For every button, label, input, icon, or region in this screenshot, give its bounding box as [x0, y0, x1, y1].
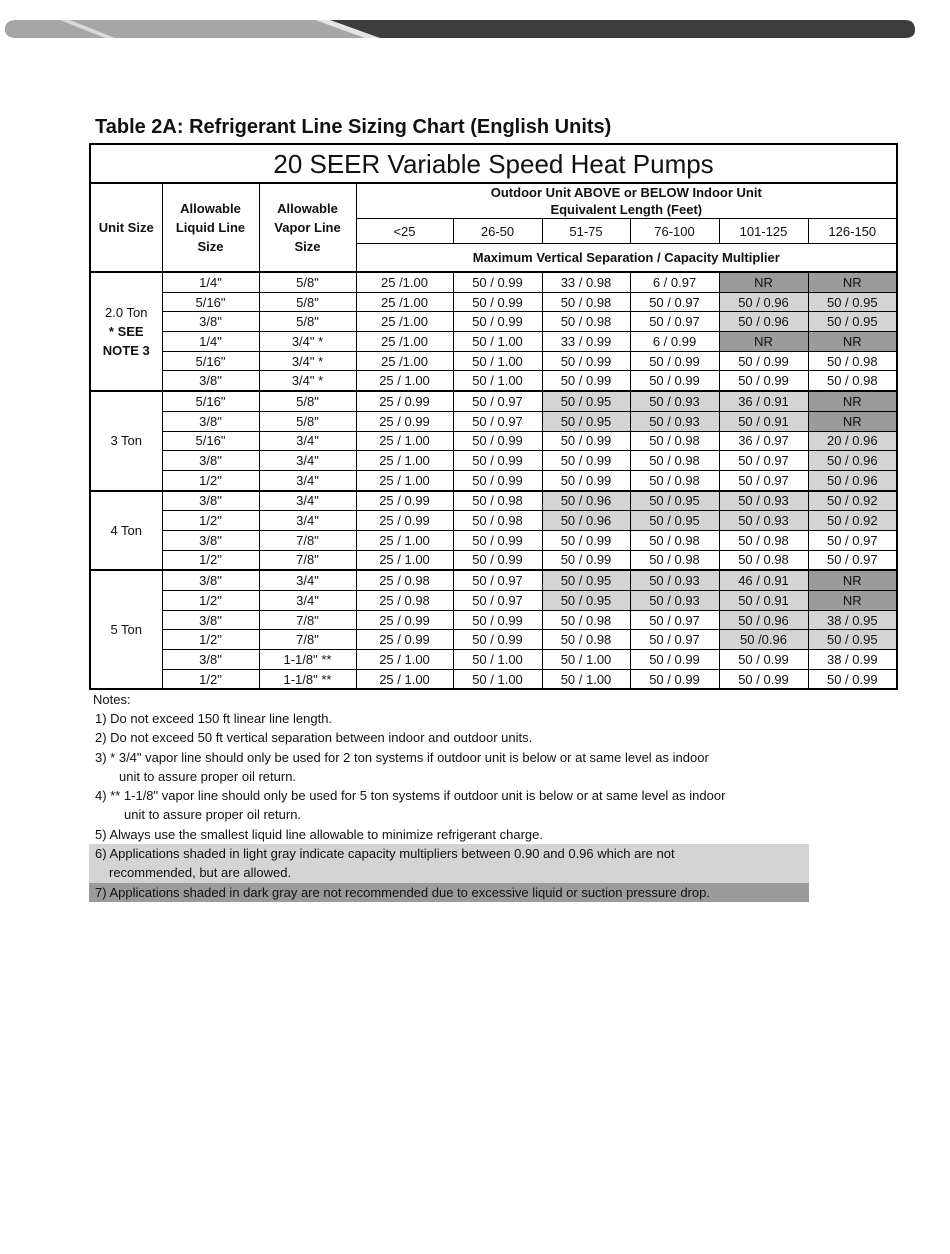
capacity-cell: 50 / 0.95	[808, 630, 897, 650]
vapor-line-cell: 1-1/8" **	[259, 669, 356, 689]
vapor-line-header: Allowable Vapor Line Size	[259, 183, 356, 272]
capacity-cell: 50 / 0.99	[630, 371, 719, 391]
table-row	[90, 511, 897, 531]
liquid-line-cell: 3/8"	[162, 570, 259, 590]
liquid-line-cell: 3/8"	[162, 530, 259, 550]
capacity-cell: 25 /1.00	[356, 292, 453, 312]
capacity-cell: 36 / 0.91	[719, 391, 808, 411]
table-row	[90, 669, 897, 689]
capacity-cell: 50 / 0.99	[719, 371, 808, 391]
capacity-cell: 50 / 0.95	[542, 391, 630, 411]
vapor-line-cell: 7/8"	[259, 530, 356, 550]
unit-size-line: 3 Ton	[110, 433, 143, 449]
capacity-cell: NR	[719, 272, 808, 292]
capacity-cell: 50 / 0.98	[630, 431, 719, 451]
capacity-cell: 25 / 1.00	[356, 431, 453, 451]
capacity-cell: 46 / 0.91	[719, 570, 808, 590]
vapor-line-cell: 3/4"	[259, 431, 356, 451]
vapor-line-cell: 3/4" *	[259, 351, 356, 371]
table-row	[90, 272, 897, 292]
liquid-line-cell: 3/8"	[162, 411, 259, 431]
liquid-line-cell: 3/8"	[162, 451, 259, 471]
vapor-line-cell: 3/4"	[259, 570, 356, 590]
capacity-cell: 50 / 0.99	[542, 470, 630, 490]
capacity-cell: 25 /1.00	[356, 312, 453, 332]
capacity-cell: 38 / 0.95	[808, 610, 897, 630]
page-header-bar	[0, 0, 950, 50]
outdoor-header-line2: Equivalent Length (Feet)	[550, 202, 703, 217]
capacity-cell: 50 / 0.99	[453, 530, 542, 550]
table-row	[90, 610, 897, 630]
unit-size-line: 5 Ton	[110, 622, 143, 638]
liquid-line-cell: 3/8"	[162, 371, 259, 391]
capacity-cell: 50 / 0.98	[808, 351, 897, 371]
vapor-line-cell: 7/8"	[259, 630, 356, 650]
capacity-cell: NR	[808, 272, 897, 292]
capacity-cell: 50 / 0.98	[719, 530, 808, 550]
capacity-cell: 25 / 0.99	[356, 610, 453, 630]
capacity-cell: 38 / 0.99	[808, 650, 897, 670]
capacity-cell: 50 / 0.99	[630, 669, 719, 689]
table-row	[90, 451, 897, 471]
capacity-cell: 25 /1.00	[356, 332, 453, 352]
liquid-line-cell: 1/2"	[162, 630, 259, 650]
table-row	[90, 591, 897, 611]
capacity-cell: 50 / 0.97	[808, 530, 897, 550]
capacity-cell: 50 / 0.99	[719, 669, 808, 689]
unit-size-line: NOTE 3	[102, 343, 150, 359]
capacity-cell: NR	[808, 591, 897, 611]
notes-title: Notes:	[93, 692, 131, 707]
note-5: 5) Always use the smallest liquid line allowable to minimize refrigerant charge.	[95, 826, 543, 842]
unit-size-line: 4 Ton	[110, 522, 143, 538]
liquid-line-cell: 1/2"	[162, 511, 259, 531]
table-title: 20 SEER Variable Speed Heat Pumps	[90, 144, 897, 183]
capacity-cell: 36 / 0.97	[719, 431, 808, 451]
vapor-line-cell: 3/4"	[259, 491, 356, 511]
capacity-cell: 50 / 0.92	[808, 491, 897, 511]
liquid-line-header: Allowable Liquid Line Size	[162, 183, 259, 272]
capacity-cell: 50 / 1.00	[453, 650, 542, 670]
vapor-line-cell: 3/4" *	[259, 371, 356, 391]
capacity-cell: 50 / 0.97	[453, 411, 542, 431]
liquid-line-cell: 3/8"	[162, 650, 259, 670]
capacity-cell: 25 / 0.99	[356, 630, 453, 650]
capacity-cell: 50 / 0.97	[630, 610, 719, 630]
capacity-cell: 25 /1.00	[356, 351, 453, 371]
table-row	[90, 431, 897, 451]
table-row	[90, 391, 897, 411]
capacity-cell: 50 / 0.97	[630, 292, 719, 312]
capacity-cell: 50 / 0.98	[719, 550, 808, 570]
unit-size-cell	[90, 391, 162, 490]
table-row	[90, 332, 897, 352]
liquid-line-cell: 1/4"	[162, 272, 259, 292]
unit-size-header: Unit Size	[90, 183, 162, 272]
capacity-cell: 25 / 1.00	[356, 451, 453, 471]
capacity-cell: 50 / 0.99	[453, 292, 542, 312]
note-2: 2) Do not exceed 50 ft vertical separation between indoor and outdoor units.	[95, 730, 533, 746]
capacity-cell: 50 /0.96	[719, 630, 808, 650]
table-caption: Table 2A: Refrigerant Line Sizing Chart (English Units)	[95, 116, 612, 138]
capacity-cell: 50 / 0.98	[630, 550, 719, 570]
capacity-cell: 25 / 1.00	[356, 530, 453, 550]
capacity-cell: 50 / 1.00	[453, 332, 542, 352]
liquid-line-cell: 5/16"	[162, 391, 259, 411]
unit-size-line: 2.0 Ton	[105, 305, 148, 321]
liquid-line-cell: 1/2"	[162, 470, 259, 490]
capacity-cell: 50 / 0.99	[453, 451, 542, 471]
capacity-cell: 50 / 0.98	[542, 630, 630, 650]
capacity-cell: 50 / 0.93	[630, 591, 719, 611]
capacity-cell: NR	[808, 570, 897, 590]
capacity-cell: 50 / 0.96	[542, 491, 630, 511]
capacity-cell: 50 / 0.99	[453, 312, 542, 332]
table-row	[90, 371, 897, 391]
capacity-cell: 50 / 0.95	[542, 411, 630, 431]
liquid-line-cell: 3/8"	[162, 312, 259, 332]
note-1: 1) Do not exceed 150 ft linear line length.	[95, 711, 333, 726]
vapor-line-cell: 3/4"	[259, 511, 356, 531]
capacity-cell: 50 / 0.93	[719, 491, 808, 511]
capacity-cell: 50 / 1.00	[542, 650, 630, 670]
capacity-cell: 50 / 0.99	[453, 431, 542, 451]
range-header: 101-125	[719, 219, 808, 244]
capacity-cell: 25 / 0.98	[356, 570, 453, 590]
note-7: 7) Applications shaded in dark gray are not recommended due to excessive liquid or suction pressure drop.	[95, 884, 710, 900]
capacity-cell: 20 / 0.96	[808, 431, 897, 451]
capacity-cell: 50 / 0.99	[630, 650, 719, 670]
capacity-cell: 50 / 0.96	[808, 470, 897, 490]
vapor-line-cell: 7/8"	[259, 550, 356, 570]
capacity-cell: 50 / 0.93	[630, 411, 719, 431]
capacity-cell: 6 / 0.99	[630, 332, 719, 352]
table-row	[90, 650, 897, 670]
range-header: 76-100	[630, 219, 719, 244]
note-6: 6) Applications shaded in light gray indicate capacity multipliers between 0.90 and 0.96 which are not	[95, 846, 675, 862]
capacity-cell: 50 / 0.93	[719, 511, 808, 531]
liquid-line-cell: 5/16"	[162, 431, 259, 451]
capacity-cell: 50 / 0.93	[630, 570, 719, 590]
capacity-cell: 50 / 0.99	[453, 610, 542, 630]
capacity-cell: NR	[808, 411, 897, 431]
note-3-continued: unit to assure proper oil return.	[119, 768, 297, 784]
capacity-cell: 50 / 0.98	[542, 292, 630, 312]
vapor-line-cell: 3/4" *	[259, 332, 356, 352]
capacity-cell: 50 / 0.99	[542, 451, 630, 471]
capacity-cell: 50 / 0.99	[453, 630, 542, 650]
note-6-continued: recommended, but are allowed.	[109, 865, 292, 881]
capacity-cell: 50 / 0.99	[542, 371, 630, 391]
capacity-cell: 50 / 0.99	[542, 550, 630, 570]
capacity-cell: 50 / 0.99	[542, 530, 630, 550]
liquid-line-cell: 5/16"	[162, 351, 259, 371]
notes-section	[89, 690, 809, 902]
vapor-line-cell: 1-1/8" **	[259, 650, 356, 670]
vapor-line-cell: 3/4"	[259, 470, 356, 490]
capacity-cell: 50 / 0.98	[808, 371, 897, 391]
capacity-cell: 50 / 0.97	[453, 570, 542, 590]
capacity-cell: 50 / 0.98	[542, 610, 630, 630]
capacity-cell: 50 / 0.99	[630, 351, 719, 371]
range-header: 126-150	[808, 219, 897, 244]
capacity-cell: 50 / 0.97	[808, 550, 897, 570]
capacity-cell: 50 / 0.95	[542, 591, 630, 611]
capacity-cell: 50 / 0.93	[630, 391, 719, 411]
capacity-cell: 50 / 0.99	[808, 669, 897, 689]
unit-size-cell	[90, 570, 162, 689]
capacity-cell: NR	[808, 332, 897, 352]
capacity-cell: 50 / 0.98	[453, 511, 542, 531]
capacity-cell: 25 / 1.00	[356, 470, 453, 490]
capacity-cell: 6 / 0.97	[630, 272, 719, 292]
vapor-line-cell: 3/4"	[259, 591, 356, 611]
capacity-cell: 50 / 0.98	[630, 451, 719, 471]
liquid-line-cell: 1/2"	[162, 669, 259, 689]
table-row	[90, 550, 897, 570]
table-row	[90, 312, 897, 332]
capacity-cell: NR	[719, 332, 808, 352]
capacity-cell: 50 / 0.97	[453, 391, 542, 411]
table-row	[90, 411, 897, 431]
liquid-line-cell: 1/2"	[162, 550, 259, 570]
capacity-cell: 50 / 1.00	[453, 371, 542, 391]
capacity-cell: 50 / 0.98	[630, 530, 719, 550]
capacity-cell: 50 / 0.96	[719, 312, 808, 332]
outdoor-unit-header	[356, 183, 897, 219]
capacity-cell: 50 / 0.91	[719, 591, 808, 611]
capacity-cell: 25 / 0.98	[356, 591, 453, 611]
capacity-cell: 50 / 0.99	[453, 550, 542, 570]
liquid-line-cell: 3/8"	[162, 491, 259, 511]
capacity-cell: 50 / 0.95	[542, 570, 630, 590]
note-3: 3) * 3/4" vapor line should only be used for 2 ton systems if outdoor unit is below or at same level as indoor	[95, 749, 709, 765]
range-header: <25	[356, 219, 453, 244]
note-7-shaded-box	[89, 883, 809, 902]
capacity-cell: 50 / 0.99	[542, 431, 630, 451]
capacity-cell: 50 / 0.95	[630, 511, 719, 531]
liquid-line-cell: 5/16"	[162, 292, 259, 312]
note-4: 4) ** 1-1/8" vapor line should only be used for 5 ton systems if outdoor unit is below or at same level as indoor	[95, 788, 726, 804]
capacity-cell: 50 / 0.96	[719, 292, 808, 312]
capacity-cell: 50 / 1.00	[542, 669, 630, 689]
capacity-cell: 50 / 0.96	[808, 451, 897, 471]
capacity-cell: 25 / 1.00	[356, 669, 453, 689]
capacity-cell: 50 / 0.91	[719, 411, 808, 431]
unit-size-cell	[90, 272, 162, 391]
capacity-cell: 50 / 0.97	[630, 312, 719, 332]
line-sizing-table	[89, 143, 898, 690]
vapor-line-cell: 5/8"	[259, 312, 356, 332]
capacity-cell: 50 / 1.00	[453, 351, 542, 371]
capacity-cell: 50 / 0.95	[808, 312, 897, 332]
table-row	[90, 630, 897, 650]
table-row	[90, 570, 897, 590]
vapor-line-cell: 5/8"	[259, 272, 356, 292]
capacity-cell: 50 / 0.97	[719, 470, 808, 490]
table-row	[90, 491, 897, 511]
capacity-cell: 50 / 0.99	[719, 650, 808, 670]
capacity-cell: 33 / 0.99	[542, 332, 630, 352]
vapor-line-cell: 5/8"	[259, 411, 356, 431]
capacity-cell: 25 / 1.00	[356, 371, 453, 391]
table-row	[90, 530, 897, 550]
capacity-cell: 50 / 0.99	[453, 470, 542, 490]
capacity-cell: NR	[808, 391, 897, 411]
note-4-continued: unit to assure proper oil return.	[124, 807, 302, 823]
capacity-cell: 50 / 0.97	[630, 630, 719, 650]
capacity-cell: 50 / 0.95	[808, 292, 897, 312]
capacity-cell: 50 / 0.97	[453, 591, 542, 611]
capacity-cell: 25 / 1.00	[356, 650, 453, 670]
capacity-cell: 25 / 1.00	[356, 550, 453, 570]
table-row	[90, 470, 897, 490]
capacity-cell: 50 / 0.95	[630, 491, 719, 511]
table-row	[90, 292, 897, 312]
capacity-cell: 50 / 0.99	[542, 351, 630, 371]
liquid-line-cell: 1/2"	[162, 591, 259, 611]
capacity-cell: 50 / 0.99	[453, 272, 542, 292]
capacity-cell: 50 / 0.97	[719, 451, 808, 471]
vapor-line-cell: 7/8"	[259, 610, 356, 630]
capacity-cell: 50 / 0.96	[542, 511, 630, 531]
liquid-line-cell: 1/4"	[162, 332, 259, 352]
unit-size-cell	[90, 491, 162, 571]
range-header: 51-75	[542, 219, 630, 244]
capacity-cell: 50 / 0.92	[808, 511, 897, 531]
capacity-cell: 50 / 0.98	[453, 491, 542, 511]
vertical-separation-subheader: Maximum Vertical Separation / Capacity Multiplier	[356, 244, 897, 273]
vapor-line-cell: 5/8"	[259, 391, 356, 411]
capacity-cell: 50 / 0.99	[719, 351, 808, 371]
unit-size-line: * SEE	[108, 324, 144, 340]
table-row	[90, 351, 897, 371]
capacity-cell: 25 / 0.99	[356, 511, 453, 531]
capacity-cell: 25 / 0.99	[356, 411, 453, 431]
outdoor-header-line1: Outdoor Unit ABOVE or BELOW Indoor Unit	[490, 185, 762, 200]
capacity-cell: 50 / 0.98	[542, 312, 630, 332]
capacity-cell: 50 / 0.98	[630, 470, 719, 490]
liquid-line-cell: 3/8"	[162, 610, 259, 630]
capacity-cell: 50 / 1.00	[453, 669, 542, 689]
capacity-cell: 25 / 0.99	[356, 391, 453, 411]
vapor-line-cell: 3/4"	[259, 451, 356, 471]
vapor-line-cell: 5/8"	[259, 292, 356, 312]
capacity-cell: 25 /1.00	[356, 272, 453, 292]
capacity-cell: 33 / 0.98	[542, 272, 630, 292]
capacity-cell: 25 / 0.99	[356, 491, 453, 511]
note-6-shaded-box	[89, 844, 809, 883]
range-header: 26-50	[453, 219, 542, 244]
capacity-cell: 50 / 0.96	[719, 610, 808, 630]
